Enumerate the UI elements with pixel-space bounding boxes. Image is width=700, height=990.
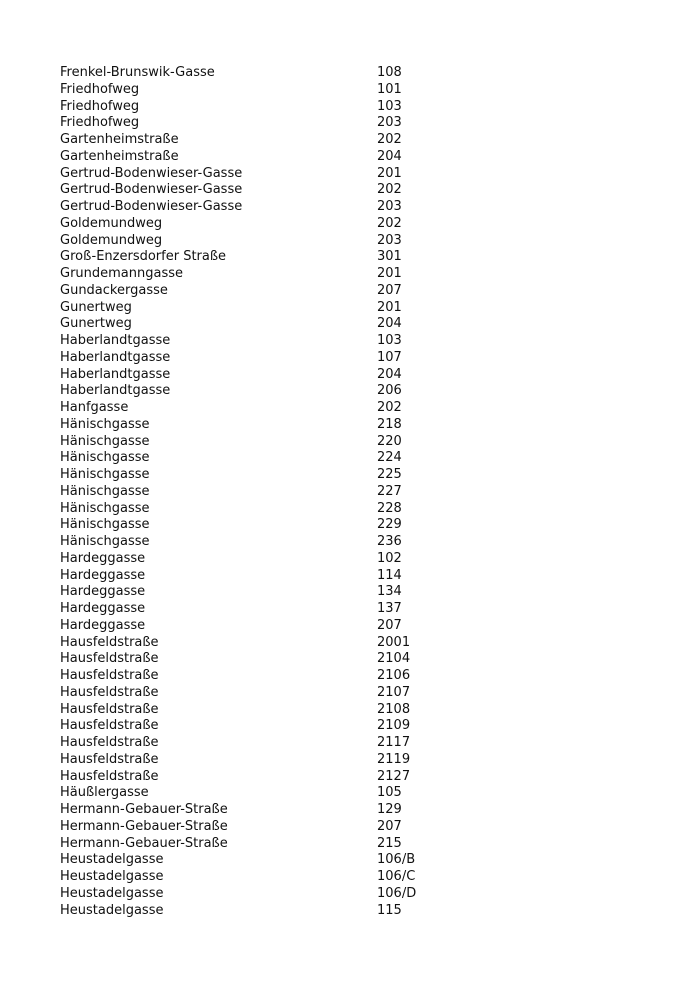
address-row bbox=[60, 383, 460, 400]
street-name: Hänischgasse bbox=[60, 483, 150, 499]
street-name: Hänischgasse bbox=[60, 534, 150, 549]
street-name: Heustadelgasse bbox=[60, 852, 164, 868]
house-number: 115 bbox=[377, 902, 402, 918]
house-number: 2104 bbox=[377, 651, 411, 667]
street-name: Gertrud-Bodenwieser-Gasse bbox=[60, 199, 243, 214]
house-number: 201 bbox=[377, 165, 402, 181]
street-name: Hänischgasse bbox=[60, 467, 150, 482]
street-name: Haberlandtgasse bbox=[60, 349, 171, 365]
address-row bbox=[60, 199, 460, 216]
house-number: 2127 bbox=[377, 768, 411, 784]
street-name: Friedhofweg bbox=[60, 98, 140, 114]
house-number: 206 bbox=[377, 383, 402, 399]
street-name: Goldemundweg bbox=[60, 215, 163, 231]
street-name: Gundackergasse bbox=[60, 282, 168, 298]
house-number: 129 bbox=[377, 802, 402, 817]
address-row bbox=[60, 886, 460, 903]
address-row bbox=[60, 434, 460, 451]
street-name: Gertrud-Bodenwieser-Gasse bbox=[60, 165, 243, 181]
address-row bbox=[60, 702, 460, 719]
address-row bbox=[60, 869, 460, 886]
address-row bbox=[60, 149, 460, 166]
street-name: Heustadelgasse bbox=[60, 885, 164, 901]
address-row bbox=[60, 718, 460, 735]
address-row bbox=[60, 166, 460, 183]
house-number: 207 bbox=[377, 282, 402, 298]
street-name: Hänischgasse bbox=[60, 433, 150, 449]
address-row bbox=[60, 333, 460, 350]
house-number: 105 bbox=[377, 785, 402, 801]
address-row bbox=[60, 367, 460, 384]
address-row bbox=[60, 852, 460, 869]
address-row bbox=[60, 836, 460, 853]
house-number: 201 bbox=[377, 266, 402, 281]
house-number: 137 bbox=[377, 601, 402, 616]
address-row bbox=[60, 182, 460, 199]
house-number: 2107 bbox=[377, 684, 411, 700]
address-row bbox=[60, 283, 460, 300]
address-row bbox=[60, 568, 460, 585]
house-number: 220 bbox=[377, 433, 402, 449]
house-number: 2109 bbox=[377, 718, 411, 734]
street-name: Haberlandtgasse bbox=[60, 366, 171, 382]
address-row bbox=[60, 785, 460, 802]
street-name: Gunertweg bbox=[60, 299, 132, 315]
house-number: 215 bbox=[377, 835, 402, 851]
address-row bbox=[60, 618, 460, 635]
house-number: 227 bbox=[377, 483, 402, 499]
street-name: Hardeggasse bbox=[60, 617, 146, 633]
street-name: Hausfeldstraße bbox=[60, 718, 159, 734]
house-number: 103 bbox=[377, 98, 402, 114]
street-name: Hausfeldstraße bbox=[60, 684, 159, 700]
house-number: 204 bbox=[377, 316, 402, 332]
address-row bbox=[60, 266, 460, 283]
address-row bbox=[60, 551, 460, 568]
address-row bbox=[60, 517, 460, 534]
street-name: Heustadelgasse bbox=[60, 869, 164, 884]
street-name: Hardeggasse bbox=[60, 601, 146, 616]
street-name: Hardeggasse bbox=[60, 584, 146, 600]
address-row bbox=[60, 584, 460, 601]
address-row bbox=[60, 819, 460, 836]
street-name: Hanfgasse bbox=[60, 400, 129, 415]
house-number: 2001 bbox=[377, 634, 411, 650]
street-name: Häußlergasse bbox=[60, 785, 149, 801]
address-row bbox=[60, 501, 460, 518]
street-name: Gartenheimstraße bbox=[60, 148, 179, 164]
street-name: Haberlandtgasse bbox=[60, 333, 171, 348]
address-row bbox=[60, 65, 460, 82]
house-number: 204 bbox=[377, 148, 402, 164]
house-number: 106/B bbox=[377, 852, 416, 868]
house-number: 107 bbox=[377, 349, 402, 365]
street-name: Hausfeldstraße bbox=[60, 735, 159, 750]
street-name: Gartenheimstraße bbox=[60, 132, 179, 147]
house-number: 207 bbox=[377, 617, 402, 633]
street-name: Hausfeldstraße bbox=[60, 651, 159, 667]
street-name: Haberlandtgasse bbox=[60, 383, 171, 399]
address-row bbox=[60, 82, 460, 99]
street-name: Hardeggasse bbox=[60, 550, 146, 566]
address-list bbox=[60, 65, 460, 919]
address-row bbox=[60, 735, 460, 752]
street-name: Hermann-Gebauer-Straße bbox=[60, 818, 228, 834]
street-name: Hausfeldstraße bbox=[60, 751, 159, 767]
address-row bbox=[60, 601, 460, 618]
house-number: 2106 bbox=[377, 668, 411, 683]
house-number: 2117 bbox=[377, 735, 411, 750]
address-row bbox=[60, 467, 460, 484]
house-number: 225 bbox=[377, 467, 402, 482]
address-row bbox=[60, 752, 460, 769]
address-row bbox=[60, 300, 460, 317]
street-name: Hausfeldstraße bbox=[60, 634, 159, 650]
house-number: 228 bbox=[377, 500, 402, 516]
address-row bbox=[60, 668, 460, 685]
street-name: Heustadelgasse bbox=[60, 902, 164, 918]
house-number: 114 bbox=[377, 567, 402, 583]
house-number: 2119 bbox=[377, 751, 411, 767]
address-row bbox=[60, 769, 460, 786]
house-number: 108 bbox=[377, 65, 402, 80]
address-row bbox=[60, 685, 460, 702]
address-row bbox=[60, 651, 460, 668]
house-number: 106/C bbox=[377, 869, 416, 884]
address-row bbox=[60, 450, 460, 467]
address-row bbox=[60, 417, 460, 434]
house-number: 218 bbox=[377, 416, 402, 432]
house-number: 101 bbox=[377, 81, 402, 97]
house-number: 202 bbox=[377, 400, 402, 415]
house-number: 229 bbox=[377, 517, 402, 533]
address-row bbox=[60, 233, 460, 250]
street-name: Hardeggasse bbox=[60, 567, 146, 583]
address-row bbox=[60, 635, 460, 652]
address-row bbox=[60, 115, 460, 132]
address-row bbox=[60, 534, 460, 551]
house-number: 134 bbox=[377, 584, 402, 600]
house-number: 106/D bbox=[377, 885, 417, 901]
street-name: Hausfeldstraße bbox=[60, 668, 159, 683]
street-name: Friedhofweg bbox=[60, 81, 140, 97]
house-number: 204 bbox=[377, 366, 402, 382]
house-number: 201 bbox=[377, 299, 402, 315]
street-name: Hermann-Gebauer-Straße bbox=[60, 835, 228, 851]
street-name: Gunertweg bbox=[60, 316, 132, 332]
address-row bbox=[60, 484, 460, 501]
house-number: 103 bbox=[377, 333, 402, 348]
house-number: 203 bbox=[377, 199, 402, 214]
street-name: Groß-Enzersdorfer Straße bbox=[60, 249, 227, 265]
address-row bbox=[60, 316, 460, 333]
house-number: 236 bbox=[377, 534, 402, 549]
house-number: 207 bbox=[377, 818, 402, 834]
street-name: Hermann-Gebauer-Straße bbox=[60, 802, 228, 817]
house-number: 202 bbox=[377, 132, 402, 147]
address-row bbox=[60, 400, 460, 417]
street-name: Hausfeldstraße bbox=[60, 768, 159, 784]
street-name: Friedhofweg bbox=[60, 115, 140, 131]
house-number: 202 bbox=[377, 182, 402, 198]
street-name: Hausfeldstraße bbox=[60, 701, 159, 717]
address-row bbox=[60, 350, 460, 367]
street-name: Hänischgasse bbox=[60, 500, 150, 516]
street-name: Hänischgasse bbox=[60, 450, 150, 466]
street-name: Gertrud-Bodenwieser-Gasse bbox=[60, 182, 243, 198]
house-number: 102 bbox=[377, 550, 402, 566]
street-name: Grundemanngasse bbox=[60, 266, 184, 281]
address-row bbox=[60, 903, 460, 920]
house-number: 203 bbox=[377, 232, 402, 248]
street-name: Hänischgasse bbox=[60, 416, 150, 432]
house-number: 2108 bbox=[377, 701, 411, 717]
address-row bbox=[60, 99, 460, 116]
address-row bbox=[60, 249, 460, 266]
street-name: Hänischgasse bbox=[60, 517, 150, 533]
address-row bbox=[60, 216, 460, 233]
street-name: Goldemundweg bbox=[60, 232, 163, 248]
house-number: 301 bbox=[377, 249, 402, 265]
address-row bbox=[60, 802, 460, 819]
house-number: 203 bbox=[377, 115, 402, 131]
house-number: 224 bbox=[377, 450, 402, 466]
address-row bbox=[60, 132, 460, 149]
house-number: 202 bbox=[377, 215, 402, 231]
street-name: Frenkel-Brunswik-Gasse bbox=[60, 65, 215, 80]
